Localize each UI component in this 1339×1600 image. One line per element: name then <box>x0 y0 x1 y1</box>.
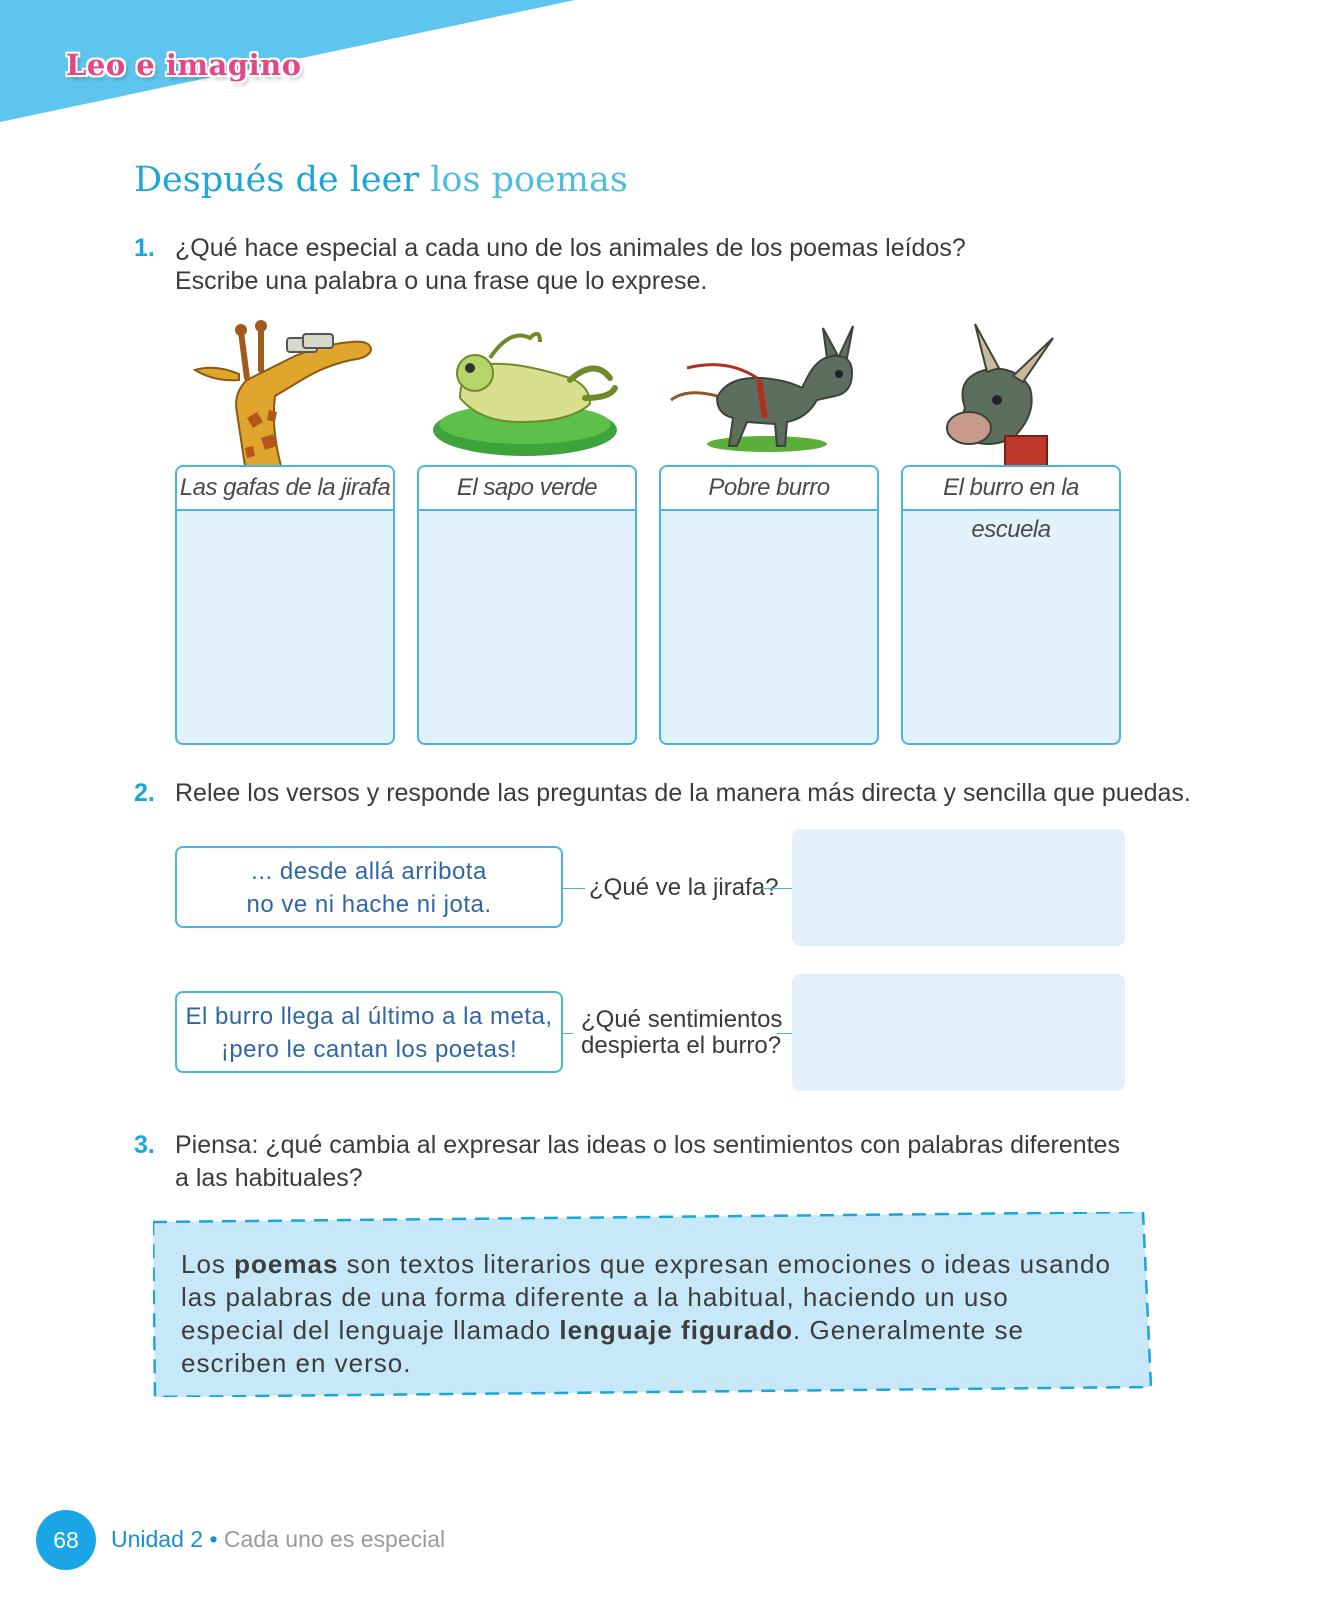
info-text-part: . Generalmente se escriben en verso. <box>181 1315 1024 1378</box>
card-title: El sapo verde <box>419 467 635 511</box>
connector-line <box>761 888 792 889</box>
question-number: 3. <box>134 1131 155 1159</box>
unit-label: Unidad 2 <box>111 1526 204 1552</box>
question-text: Relee los versos y responde las preguntas de la manera más directa y sencilla que puedas. <box>175 779 1191 807</box>
donkey-reading-illustration <box>905 318 1125 466</box>
page-number: 68 <box>36 1510 96 1570</box>
card-title: Las gafas de la jirafa <box>177 467 393 511</box>
section-label: Leo e imagino <box>66 48 302 82</box>
prompt-question <box>589 875 778 901</box>
answer-card-donkey-school[interactable] <box>901 465 1121 745</box>
question-number: 1. <box>134 234 155 262</box>
verse-line: no ve ni hache ni jota. <box>246 891 492 918</box>
verse-line: ... desde allá arribota <box>251 858 487 885</box>
question-3 <box>134 1129 1234 1195</box>
card-title: El burro en la escuela <box>903 467 1119 511</box>
prompt-line: ¿Qué ve la jirafa? <box>589 874 779 901</box>
verse-line: El burro llega al último a la meta, <box>185 1003 553 1030</box>
question-text-line1: ¿Qué hace especial a cada uno de los animales de los poemas leídos? <box>175 234 966 262</box>
question-1 <box>134 232 1134 298</box>
info-text-part: son textos literarios que expresan emociones o ideas usando las palabras de una forma diferente a la habitual, haciendo un uso especial del lenguaje llamado <box>181 1249 1111 1345</box>
info-term: poemas <box>234 1249 339 1279</box>
donkey-illustration <box>667 318 887 466</box>
bullet: • <box>209 1526 218 1552</box>
verse-line: ¡pero le cantan los poetas! <box>220 1036 518 1063</box>
answer-card-frog[interactable] <box>417 465 637 745</box>
prompt-question <box>581 1007 782 1059</box>
verse-box-giraffe <box>175 846 563 928</box>
card-title: Pobre burro <box>661 467 877 511</box>
verse-box-donkey <box>175 991 563 1073</box>
answer-box-donkey[interactable] <box>792 974 1125 1091</box>
info-text <box>181 1248 1111 1380</box>
prompt-line: despierta el burro? <box>581 1032 782 1059</box>
connector-line <box>777 1033 792 1034</box>
question-number: 2. <box>134 779 155 807</box>
prompt-line: ¿Qué sentimientos <box>581 1006 783 1033</box>
info-text-part: Los <box>181 1249 235 1279</box>
connector-line <box>563 888 585 889</box>
page-title <box>134 160 628 200</box>
giraffe-illustration <box>175 318 395 466</box>
title-light: los poemas <box>430 160 628 200</box>
question-text-line2: a las habituales? <box>175 1164 363 1192</box>
title-bold: Después de leer <box>134 160 420 200</box>
info-term: lenguaje figurado <box>559 1315 794 1345</box>
frog-illustration <box>420 318 640 466</box>
connector-line <box>563 1033 573 1034</box>
answer-card-donkey[interactable] <box>659 465 879 745</box>
question-text-line2: Escribe una palabra o una frase que lo exprese. <box>175 267 708 295</box>
answer-box-giraffe[interactable] <box>792 829 1125 946</box>
footer-unit <box>111 1526 445 1553</box>
question-2 <box>134 777 1234 810</box>
question-text-line1: Piensa: ¿qué cambia al expresar las ideas o los sentimientos con palabras diferentes <box>175 1131 1120 1159</box>
unit-title: Cada uno es especial <box>223 1526 446 1552</box>
answer-card-giraffe[interactable] <box>175 465 395 745</box>
